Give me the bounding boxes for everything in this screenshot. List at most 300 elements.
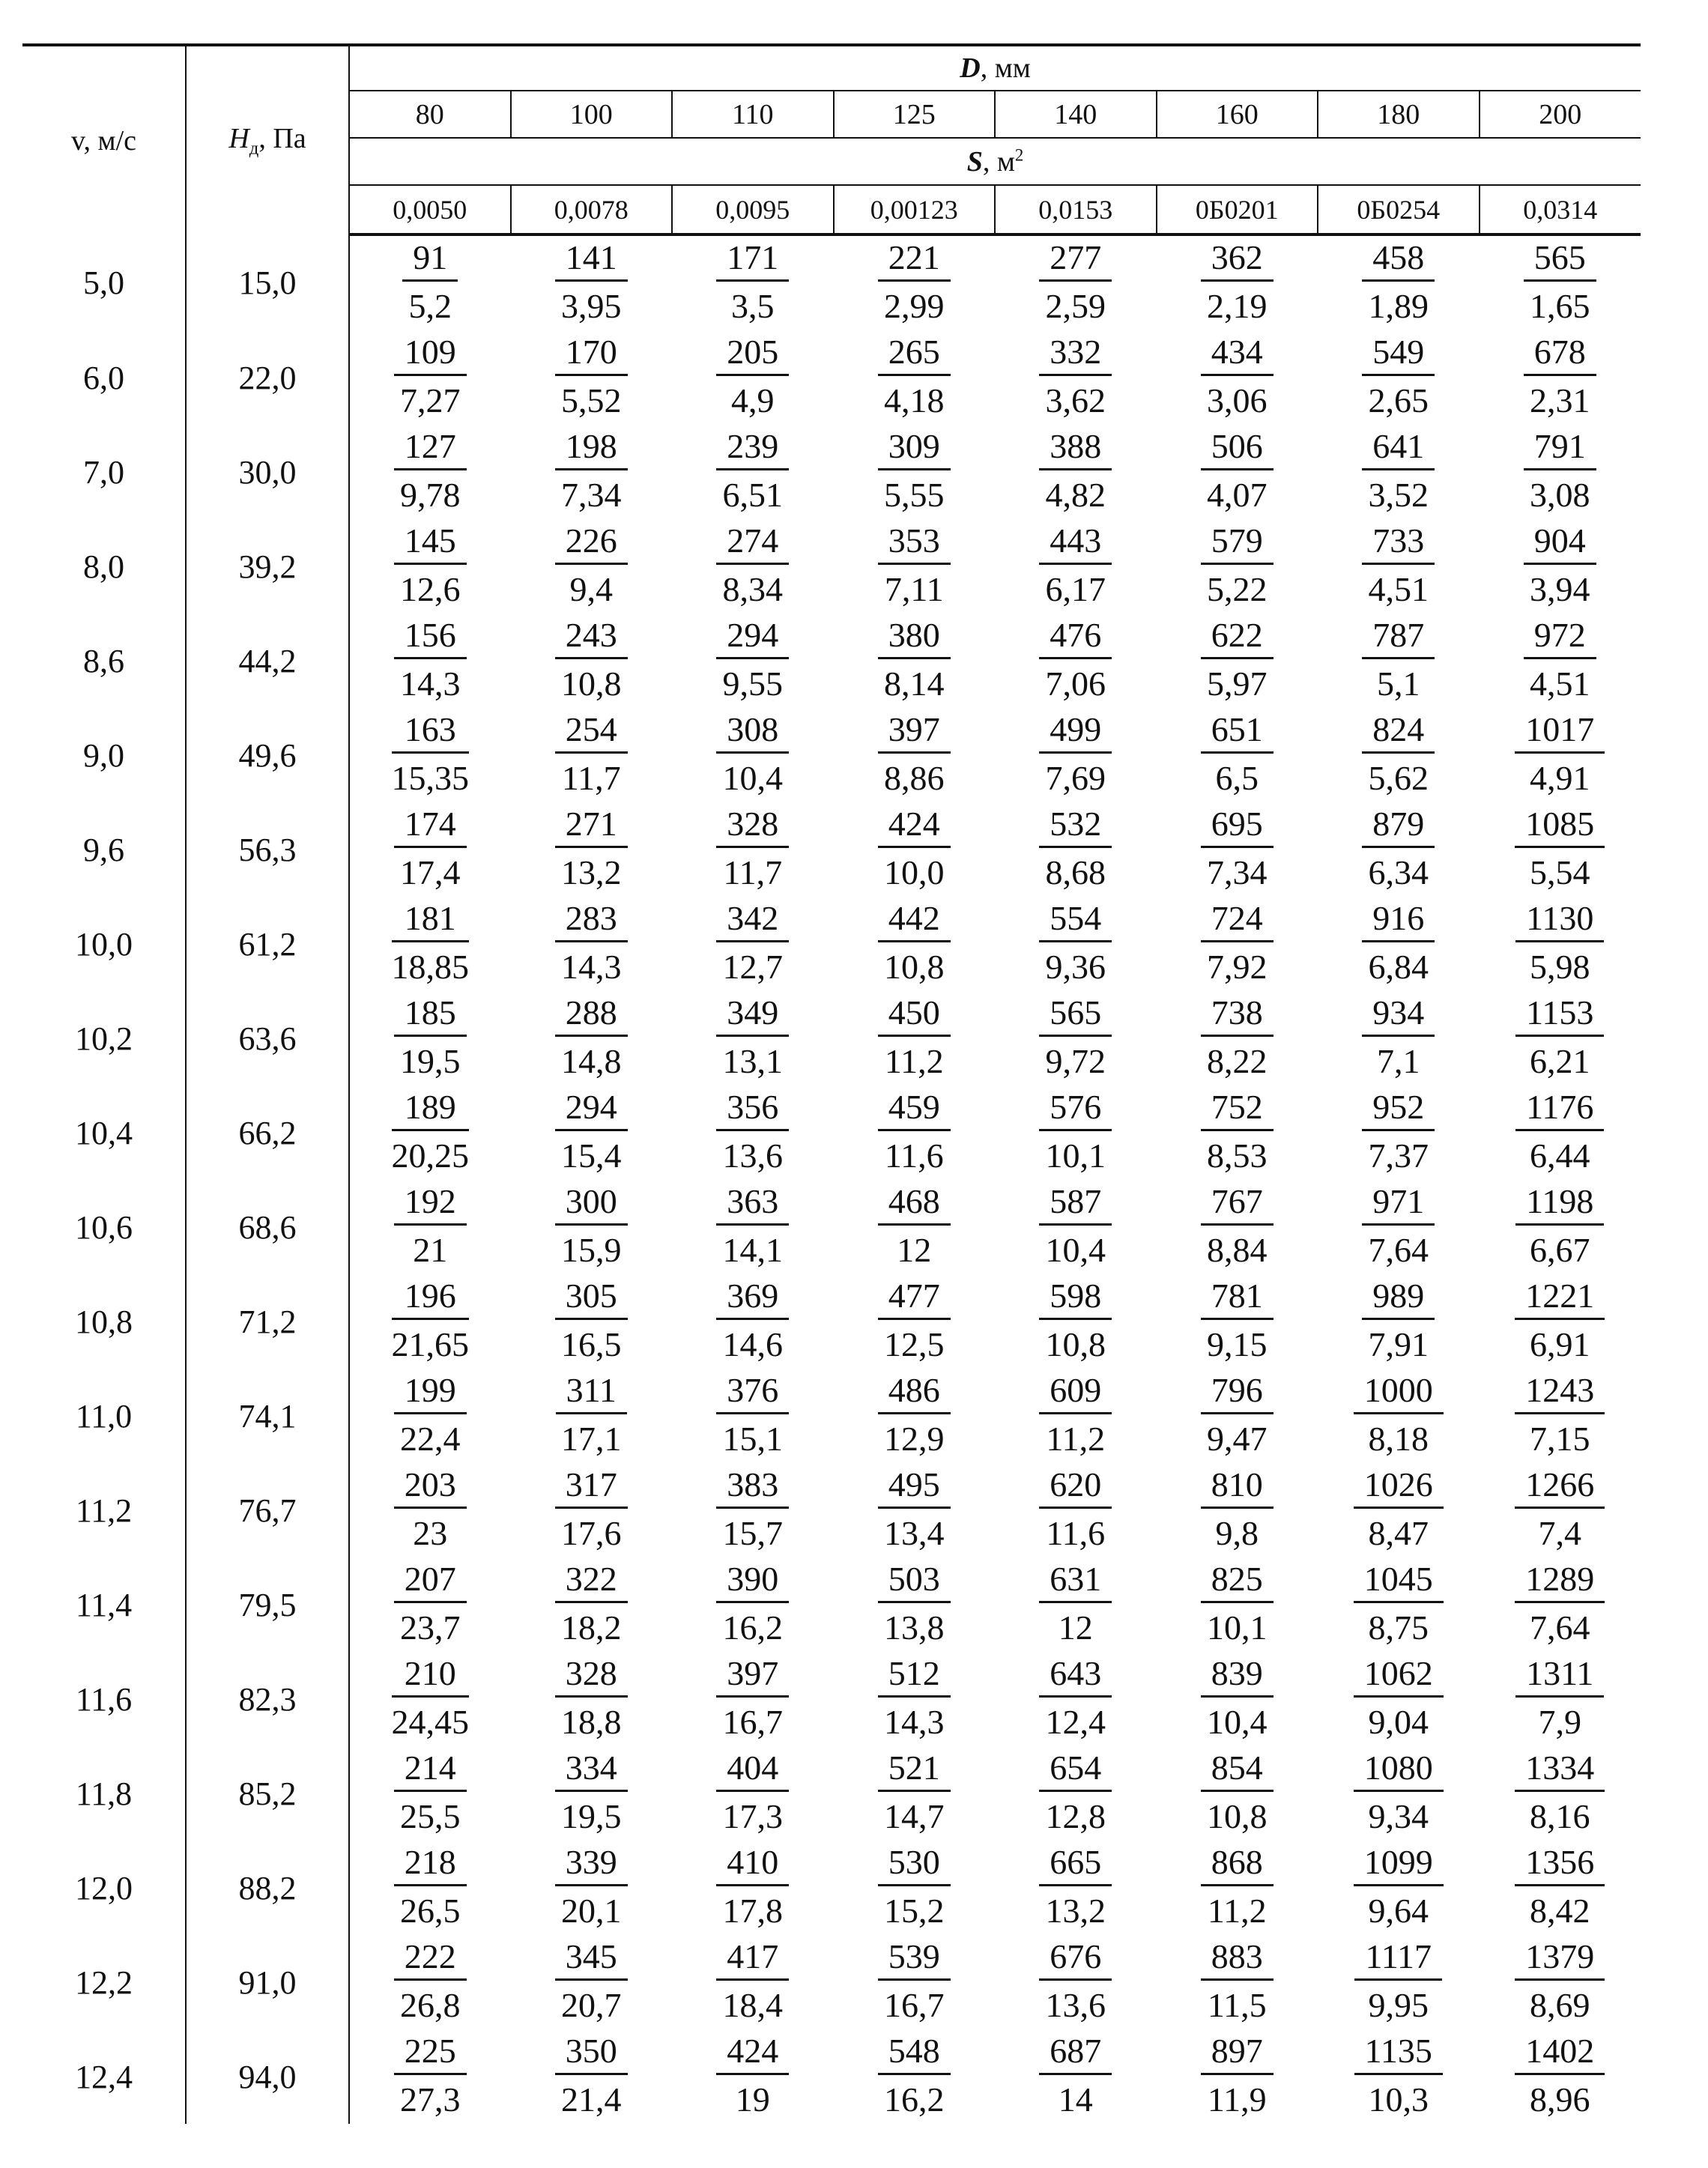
value-cell — [511, 1085, 673, 1180]
pressure-loss-value: 12 — [897, 1231, 932, 1269]
pressure-loss-value: 4,07 — [1207, 476, 1268, 514]
flow-rate-value: 549 — [1362, 335, 1435, 376]
flow-rate-value: 192 — [394, 1184, 467, 1226]
value-cell — [834, 897, 996, 991]
flow-rate-value: 397 — [716, 1656, 789, 1698]
flow-rate-value: 317 — [555, 1468, 628, 1509]
fraction — [1039, 712, 1112, 796]
pressure-loss-value: 7,4 — [1538, 1514, 1582, 1552]
pressure-loss-value: 11,2 — [884, 1042, 944, 1080]
pressure-loss-value: 1,65 — [1530, 287, 1590, 325]
pressure-loss-value: 5,55 — [884, 476, 945, 514]
value-cell — [1318, 614, 1480, 708]
value-cell — [1480, 897, 1641, 991]
pressure-loss-value: 7,69 — [1045, 759, 1106, 797]
area-cell: 0,0314 — [1480, 185, 1641, 234]
value-cell — [349, 708, 511, 802]
value-cell — [511, 1463, 673, 1557]
value-cell — [995, 2029, 1157, 2124]
value-cell — [1318, 1841, 1480, 1935]
value-cell — [1318, 330, 1480, 425]
pressure-cell: 94,0 — [186, 2029, 349, 2124]
flow-rate-value: 141 — [555, 240, 628, 282]
pressure-loss-value: 3,62 — [1045, 381, 1106, 420]
pressure-loss-value: 18,4 — [722, 1986, 783, 2024]
pressure-loss-value: 9,78 — [400, 476, 461, 514]
flow-rate-value: 810 — [1201, 1468, 1274, 1509]
value-cell — [834, 1652, 996, 1746]
fraction — [1515, 1279, 1605, 1362]
pressure-loss-value: 12,6 — [400, 570, 461, 608]
flow-rate-value: 854 — [1201, 1751, 1274, 1792]
flow-rate-value: 687 — [1039, 2034, 1112, 2075]
velocity-cell: 9,0 — [22, 708, 186, 802]
fraction — [716, 1845, 789, 1928]
table-row — [22, 708, 1641, 802]
flow-rate-value: 1080 — [1354, 1751, 1444, 1792]
area-unit-exponent: 2 — [1014, 145, 1024, 164]
velocity-cell: 11,6 — [22, 1652, 186, 1746]
value-cell — [511, 1935, 673, 2029]
fraction — [1039, 429, 1112, 512]
value-cell — [995, 1935, 1157, 2029]
value-cell — [1480, 708, 1641, 802]
value-cell — [672, 1557, 834, 1652]
pressure-cell: 49,6 — [186, 708, 349, 802]
flow-rate-value: 609 — [1039, 1373, 1112, 1414]
flow-rate-value: 781 — [1201, 1279, 1274, 1320]
pressure-loss-value: 9,8 — [1215, 1514, 1259, 1552]
pressure-cell: 68,6 — [186, 1180, 349, 1274]
table-row — [22, 1935, 1641, 2029]
flow-rate-value: 174 — [394, 807, 467, 848]
flow-rate-value: 362 — [1201, 240, 1274, 282]
velocity-cell: 11,2 — [22, 1463, 186, 1557]
flow-rate-value: 477 — [878, 1279, 951, 1320]
pressure-loss-value: 10,1 — [1207, 1608, 1268, 1647]
pressure-loss-value: 7,9 — [1538, 1703, 1582, 1741]
value-cell — [1318, 425, 1480, 519]
flow-rate-value: 109 — [394, 335, 467, 376]
flow-rate-value: 356 — [716, 1090, 789, 1131]
fraction — [1524, 429, 1596, 512]
fraction — [1039, 335, 1112, 418]
fraction — [1354, 2034, 1443, 2117]
table-body — [22, 234, 1641, 2124]
pressure-loss-value: 5,98 — [1530, 948, 1590, 986]
pressure-loss-value: 7,64 — [1530, 1608, 1590, 1647]
value-cell — [1318, 234, 1480, 330]
flow-rate-value: 189 — [392, 1090, 470, 1131]
pressure-loss-value: 15,4 — [561, 1136, 622, 1175]
pressure-loss-value: 21 — [413, 1231, 448, 1269]
pressure-loss-value: 12,8 — [1045, 1797, 1106, 1835]
pressure-loss-value: 8,22 — [1207, 1042, 1268, 1080]
flow-rate-value: 495 — [878, 1468, 951, 1509]
fraction — [716, 1748, 789, 1835]
flow-rate-value: 1311 — [1515, 1656, 1604, 1698]
fraction — [1362, 712, 1435, 796]
flow-rate-value: 695 — [1201, 807, 1274, 848]
flow-rate-value: 369 — [716, 1279, 789, 1320]
flow-rate-value: 1117 — [1354, 1940, 1442, 1981]
pressure-loss-value: 7,06 — [1045, 664, 1106, 703]
fraction — [555, 429, 628, 512]
pressure-loss-value: 10,1 — [1045, 1136, 1106, 1175]
value-cell — [834, 1463, 996, 1557]
fraction — [392, 1656, 470, 1739]
pressure-loss-value: 10,4 — [722, 759, 783, 797]
fraction — [394, 1748, 467, 1835]
fraction — [1039, 521, 1112, 608]
value-cell — [672, 234, 834, 330]
value-cell — [672, 708, 834, 802]
fraction — [716, 1465, 789, 1552]
pressure-loss-value: 2,99 — [884, 287, 945, 325]
value-cell — [511, 234, 673, 330]
pressure-loss-value: 9,04 — [1368, 1703, 1429, 1741]
fraction — [394, 335, 467, 418]
pressure-loss-value: 6,84 — [1368, 948, 1429, 986]
value-cell — [834, 1557, 996, 1652]
pressure-loss-value: 4,51 — [1368, 570, 1429, 608]
value-cell — [1318, 1369, 1480, 1463]
pressure-cell: 88,2 — [186, 1841, 349, 1935]
flow-rate-value: 225 — [394, 2034, 467, 2075]
pressure-loss-value: 16,7 — [884, 1986, 945, 2024]
flow-rate-value: 972 — [1524, 618, 1596, 659]
pressure-loss-value: 19 — [735, 2080, 770, 2119]
velocity-cell: 11,0 — [22, 1369, 186, 1463]
value-cell — [834, 1935, 996, 2029]
pressure-loss-value: 21,4 — [561, 2080, 622, 2119]
value-cell — [834, 614, 996, 708]
pressure-loss-value: 3,08 — [1530, 476, 1590, 514]
pressure-loss-value: 11,7 — [723, 853, 783, 891]
fraction — [556, 1373, 627, 1456]
flow-rate-value: 397 — [878, 712, 951, 754]
fraction — [1039, 1845, 1112, 1928]
fraction — [1354, 1373, 1444, 1456]
fraction — [1354, 1656, 1444, 1739]
pressure-loss-value: 16,2 — [884, 2080, 945, 2119]
area-symbol: S — [966, 145, 983, 178]
fraction — [716, 2034, 789, 2117]
velocity-header-label: v, м/с — [70, 124, 136, 157]
flow-rate-value: 787 — [1362, 618, 1435, 659]
fraction — [1362, 429, 1435, 512]
value-cell — [349, 614, 511, 708]
value-cell — [1318, 1085, 1480, 1180]
pressure-loss-value: 10,0 — [884, 853, 945, 891]
value-cell — [834, 991, 996, 1085]
value-cell — [511, 1557, 673, 1652]
flow-rate-value: 171 — [716, 240, 789, 282]
table-row — [22, 2029, 1641, 2124]
fraction — [394, 1373, 467, 1456]
fraction — [878, 712, 951, 796]
flow-rate-value: 521 — [878, 1751, 951, 1792]
flow-rate-value: 548 — [878, 2034, 951, 2075]
pressure-loss-value: 7,64 — [1368, 1231, 1429, 1269]
value-cell — [995, 897, 1157, 991]
fraction — [878, 807, 951, 890]
pressure-loss-value: 15,1 — [722, 1420, 783, 1458]
fraction — [1201, 1090, 1274, 1173]
pressure-loss-value: 23,7 — [400, 1608, 461, 1647]
value-cell — [1480, 1085, 1641, 1180]
fraction — [1515, 807, 1605, 890]
diameter-cell: 110 — [672, 91, 834, 138]
flow-rate-value: 277 — [1039, 240, 1112, 282]
value-cell — [511, 708, 673, 802]
pressure-loss-value: 22,4 — [400, 1420, 461, 1458]
flow-rate-value: 349 — [716, 996, 789, 1037]
pressure-loss-value: 6,91 — [1530, 1325, 1590, 1363]
value-cell — [1157, 2029, 1318, 2124]
value-cell — [1480, 802, 1641, 897]
value-cell — [1480, 1652, 1641, 1746]
flow-rate-value: 1045 — [1354, 1562, 1444, 1603]
value-cell — [349, 234, 511, 330]
pressure-loss-value: 19,5 — [400, 1042, 461, 1080]
value-cell — [511, 802, 673, 897]
flow-rate-value: 1289 — [1515, 1562, 1605, 1603]
area-cell: 0,0078 — [511, 185, 673, 234]
pressure-loss-value: 21,65 — [391, 1325, 469, 1363]
velocity-cell: 8,6 — [22, 614, 186, 708]
pressure-loss-value: 9,15 — [1207, 1325, 1268, 1363]
pressure-loss-value: 4,51 — [1530, 664, 1590, 703]
pressure-loss-value: 14,1 — [722, 1231, 783, 1269]
fraction — [1201, 429, 1274, 512]
value-cell — [1157, 1652, 1318, 1746]
value-cell — [1318, 1274, 1480, 1369]
fraction — [555, 1090, 628, 1173]
pressure-cell: 74,1 — [186, 1369, 349, 1463]
flow-rate-value: 579 — [1201, 524, 1274, 565]
value-cell — [511, 991, 673, 1085]
flow-rate-value: 839 — [1201, 1656, 1274, 1698]
value-cell — [834, 1085, 996, 1180]
fraction — [1039, 240, 1112, 324]
value-cell — [349, 802, 511, 897]
pressure-header-subscript: д — [249, 138, 259, 159]
flow-rate-value: 283 — [555, 901, 628, 942]
flow-rate-value: 989 — [1362, 1279, 1435, 1320]
diameter-cell: 180 — [1318, 91, 1480, 138]
flow-rate-value: 239 — [716, 429, 789, 470]
value-cell — [1157, 614, 1318, 708]
pressure-loss-value: 12,4 — [1045, 1703, 1106, 1741]
fraction — [1201, 1937, 1274, 2024]
fraction — [1039, 1937, 1112, 2024]
flow-rate-value: 300 — [555, 1184, 628, 1226]
velocity-cell: 8,0 — [22, 519, 186, 614]
pressure-loss-value: 13,4 — [884, 1514, 945, 1552]
pressure-loss-value: 5,52 — [561, 381, 622, 420]
value-cell — [1157, 330, 1318, 425]
value-cell — [511, 1746, 673, 1841]
flow-rate-value: 243 — [555, 618, 628, 659]
value-cell — [1480, 614, 1641, 708]
fraction — [1039, 1656, 1112, 1739]
table-row — [22, 519, 1641, 614]
value-cell — [672, 1180, 834, 1274]
pressure-loss-value: 15,35 — [391, 759, 469, 797]
pressure-loss-value: 3,94 — [1530, 570, 1590, 608]
flow-rate-value: 196 — [392, 1279, 470, 1320]
value-cell — [511, 1180, 673, 1274]
value-cell — [1157, 802, 1318, 897]
fraction — [878, 1373, 951, 1456]
table-row — [22, 234, 1641, 330]
pressure-loss-value: 8,86 — [884, 759, 945, 797]
fraction — [1362, 1184, 1435, 1268]
value-cell — [511, 1274, 673, 1369]
flow-rate-value: 641 — [1362, 429, 1435, 470]
flow-rate-value: 221 — [878, 240, 951, 282]
pressure-loss-value: 7,37 — [1368, 1136, 1429, 1175]
pressure-loss-value: 9,36 — [1045, 948, 1106, 986]
fraction — [394, 1562, 467, 1645]
pressure-loss-value: 5,1 — [1377, 664, 1420, 703]
pressure-loss-value: 9,55 — [722, 664, 783, 703]
table-row — [22, 614, 1641, 708]
value-cell — [349, 1746, 511, 1841]
velocity-cell: 10,4 — [22, 1085, 186, 1180]
table-row — [22, 1746, 1641, 1841]
pressure-loss-value: 17,3 — [722, 1797, 783, 1835]
pressure-loss-value: 13,2 — [561, 853, 622, 891]
pressure-loss-value: 18,8 — [561, 1703, 622, 1741]
flow-rate-value: 622 — [1201, 618, 1274, 659]
flow-rate-value: 442 — [878, 901, 951, 942]
fraction — [1515, 1937, 1605, 2024]
value-cell — [511, 614, 673, 708]
diameter-cell: 100 — [511, 91, 673, 138]
pressure-loss-value: 5,97 — [1207, 664, 1268, 703]
pressure-cell: 66,2 — [186, 1085, 349, 1180]
fraction — [1524, 618, 1596, 701]
flow-rate-value: 530 — [878, 1845, 951, 1886]
fraction — [1201, 1373, 1274, 1456]
area-cell: 0,00123 — [834, 185, 996, 234]
flow-rate-value: 651 — [1201, 712, 1274, 754]
fraction — [1201, 1748, 1274, 1835]
fraction — [1515, 1090, 1604, 1173]
pressure-loss-value: 8,47 — [1368, 1514, 1429, 1552]
pressure-loss-value: 6,51 — [722, 476, 783, 514]
table-row — [22, 330, 1641, 425]
value-cell — [1480, 519, 1641, 614]
flow-rate-value: 934 — [1362, 996, 1435, 1037]
flow-rate-value: 404 — [716, 1751, 789, 1792]
flow-rate-value: 468 — [878, 1184, 951, 1226]
flow-rate-value: 598 — [1039, 1279, 1112, 1320]
value-cell — [995, 234, 1157, 330]
fraction — [394, 1184, 467, 1268]
flow-rate-value: 1026 — [1354, 1468, 1444, 1509]
pressure-loss-value: 14,6 — [722, 1325, 783, 1363]
diameter-cell: 80 — [349, 91, 511, 138]
fraction — [1039, 1562, 1112, 1645]
value-cell — [672, 2029, 834, 2124]
fraction — [1201, 901, 1274, 984]
flow-rate-value: 203 — [394, 1468, 467, 1509]
value-cell — [349, 991, 511, 1085]
document-page — [22, 43, 1641, 2124]
flow-rate-value: 334 — [555, 1751, 628, 1792]
flow-rate-value: 738 — [1201, 996, 1274, 1037]
value-cell — [1318, 1652, 1480, 1746]
fraction — [716, 335, 789, 418]
table-row — [22, 1369, 1641, 1463]
pressure-loss-value: 4,82 — [1045, 476, 1106, 514]
value-cell — [1480, 1180, 1641, 1274]
diameter-cell: 140 — [995, 91, 1157, 138]
flow-rate-value: 676 — [1039, 1940, 1112, 1981]
pressure-loss-value: 13,6 — [722, 1136, 783, 1175]
flow-rate-value: 1221 — [1515, 1279, 1605, 1320]
diameter-cell: 125 — [834, 91, 996, 138]
value-cell — [1318, 519, 1480, 614]
fraction — [878, 335, 951, 418]
value-cell — [349, 1557, 511, 1652]
pressure-loss-value: 14,3 — [561, 948, 622, 986]
fraction — [394, 429, 467, 512]
pressure-loss-value: 7,91 — [1368, 1325, 1429, 1363]
value-cell — [834, 1369, 996, 1463]
velocity-cell: 6,0 — [22, 330, 186, 425]
value-cell — [1157, 1935, 1318, 2029]
fraction — [716, 618, 789, 701]
pressure-loss-value: 26,8 — [400, 1986, 461, 2024]
table-row — [22, 991, 1641, 1085]
fraction — [402, 240, 458, 324]
flow-rate-value: 390 — [716, 1562, 789, 1603]
flow-rate-value: 91 — [402, 240, 458, 282]
area-cell: 0Б0254 — [1318, 185, 1480, 234]
pressure-header-unit: , Па — [258, 122, 306, 154]
value-cell — [1480, 2029, 1641, 2124]
flow-rate-value: 424 — [878, 807, 951, 848]
value-cell — [834, 234, 996, 330]
value-cell — [1157, 1274, 1318, 1369]
pressure-loss-value: 11,5 — [1207, 1986, 1267, 2024]
flow-rate-value: 554 — [1039, 901, 1112, 942]
pressure-loss-value: 16,2 — [722, 1608, 783, 1647]
flow-rate-value: 733 — [1362, 524, 1435, 565]
pressure-loss-value: 8,53 — [1207, 1136, 1268, 1175]
value-cell — [349, 1085, 511, 1180]
flow-rate-value: 665 — [1039, 1845, 1112, 1886]
fraction — [555, 1656, 628, 1739]
value-cell — [1480, 1841, 1641, 1935]
pressure-loss-value: 12,7 — [722, 948, 783, 986]
flow-rate-value: 1000 — [1354, 1373, 1444, 1414]
flow-rate-value: 620 — [1039, 1468, 1112, 1509]
table-row — [22, 897, 1641, 991]
pressure-cell: 44,2 — [186, 614, 349, 708]
value-cell — [995, 1180, 1157, 1274]
value-cell — [1318, 1180, 1480, 1274]
air-velocity-table — [22, 43, 1641, 2124]
value-cell — [995, 1085, 1157, 1180]
fraction — [1039, 1279, 1112, 1362]
value-cell — [1318, 991, 1480, 1085]
fraction — [1515, 1748, 1605, 1835]
